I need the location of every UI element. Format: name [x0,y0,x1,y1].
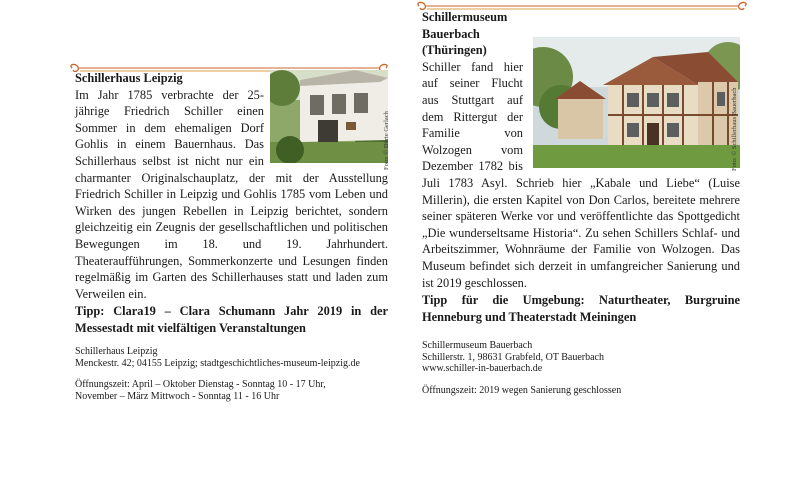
address-name-bauerbach: Schillermuseum Bauerbach [422,340,533,352]
photo-schillerhaus-leipzig [270,70,388,163]
address-line1-bauerbach: Schillerstr. 1, 98631 Grabfeld, OT Bauerbach [422,351,604,363]
hours-leipzig-line1: Öffnungszeit: April – Oktober Dienstag - Sonntag 10 - 17 Uhr, [75,379,326,391]
article-schillerhaus-leipzig [75,70,388,402]
article-schillermuseum-bauerbach [422,10,740,396]
hours-leipzig-line2: November – März Mittwoch - Sonntag 11 - 16 Uhr [75,390,280,402]
article-body-bauerbach: Schiller fand hier auf seiner Flucht aus Stuttgart auf dem Rittergut der Familie von Wolzogen vom Dezember 1782 bis Juli 1783 Asyl. Schrieb hier „Kabale und Liebe“ (Luise Millerin), die ersten Kapitel von Don Carlos, bereitete mehrere seiner späteren Werke vor und veröffentlichte das Spottgedicht „Die wunderseltsame Historia“. Zu sehen Schillers Schlaf- und Arbeitszimmer, Wohnräume der Familie von Wolzogen. Das Museum befindet sich derzeit in umfangreicher Sanierung und ist 2019 geschlossen. [422,59,740,290]
photo-schillermuseum-bauerbach-wrap [523,37,740,172]
photo-credit-leipzig: Foto: © Dörte Gerlach [383,111,390,170]
address-line2-bauerbach: www.schiller-in-bauerbach.de [422,363,543,375]
article-title-leipzig: Schillerhaus Leipzig [75,71,183,85]
article-title-bauerbach-line2: Bauerbach [422,26,480,41]
tipp-bauerbach: Tipp für die Umgebung: Naturtheater, Burgruine Henneburg und Theaterstadt Meiningen [422,293,740,325]
hours-bauerbach: Öffnungszeit: 2019 wegen Sanierung geschlossen [422,384,622,396]
photo-credit-bauerbach: Foto: © Schillerhaus Bauerbach [731,87,738,171]
tipp-leipzig: Tipp: Clara19 – Clara Schumann Jahr 2019 in der Messestadt mit vielfältigen Veranstaltungen [75,304,388,336]
photo-schillermuseum-bauerbach [533,37,740,168]
article-title-bauerbach-line1: Schillermuseum [422,10,508,24]
address-line-leipzig: Menckestr. 42; 04155 Leipzig; stadtgeschichtliches-museum-leipzig.de [75,357,360,369]
photo-schillerhaus-leipzig-wrap [264,70,390,170]
article-body-leipzig: Im Jahr 1785 verbrachte der 25-jährige Friedrich Schiller einen Sommer in dem ehemaligen Dorf Gohlis in einem Bauernhaus. Das Schillerhaus selbst ist nicht nur ein charmanter Originalschauplatz, der mit der Ausstellung Friedrich Schiller in Leipzig und Gohlis 1785 vom Leben und Wirken des jungen Rebellen in Leipzig berichtet, sondern gleichzeitig ein Zeugnis der gesellschaftlichen und politischen Bewegungen im 18. und 19. Jahrhundert. Theateraufführungen, Sommerkonzerte und Lesungen finden regelmäßig im Garten des Schillerhauses statt und laden zum Verweilen ein. [75,87,388,301]
address-name-leipzig: Schillerhaus Leipzig [75,346,158,358]
article-title-bauerbach-line3: (Thüringen) [422,43,487,58]
